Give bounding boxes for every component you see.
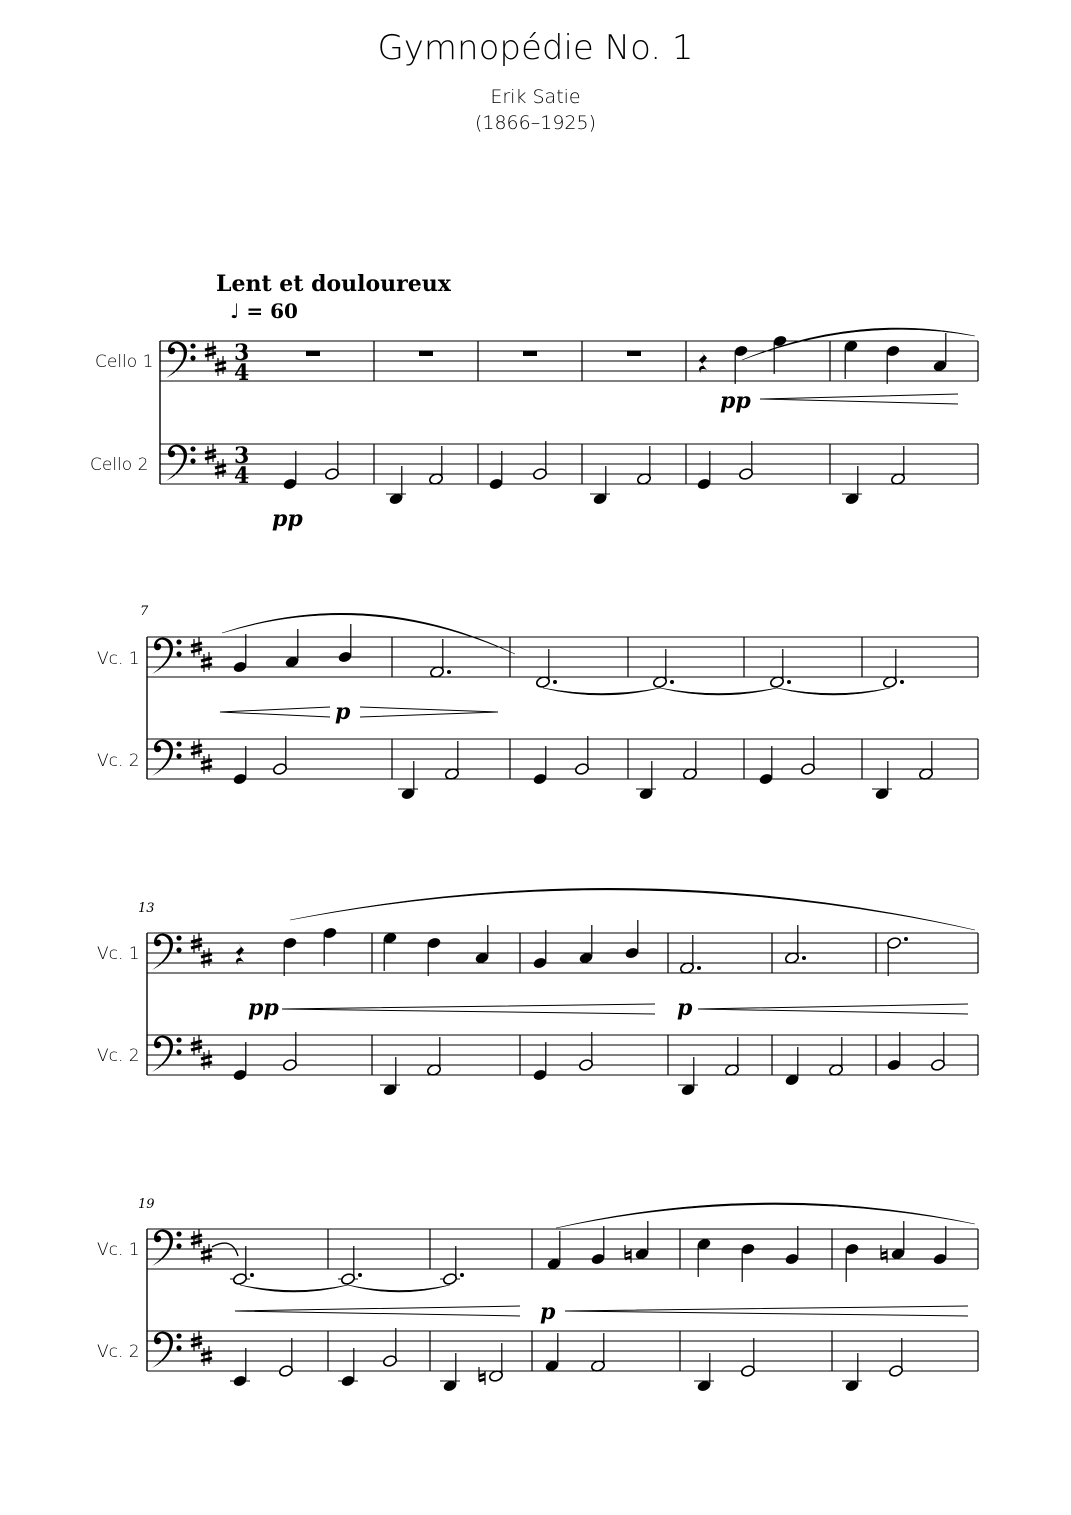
augmentation-dot — [904, 937, 908, 941]
crescendo-hairpin — [760, 394, 958, 404]
natural-sign — [479, 1367, 485, 1385]
composer-name: Erik Satie — [490, 86, 581, 108]
instrument-label-cello-2: Cello 2 — [90, 455, 149, 475]
tempo-text: Lent et douloureux — [216, 271, 451, 297]
instrument-label-vc-2: Vc. 2 — [97, 1342, 140, 1362]
tie — [543, 688, 660, 695]
augmentation-dot — [670, 680, 674, 684]
whole-rest — [419, 351, 433, 356]
measure-number: 7 — [140, 604, 149, 619]
augmentation-dot — [553, 680, 557, 684]
augmentation-dot — [460, 1273, 464, 1277]
key-sharp — [215, 459, 226, 479]
composer-dates: (1866–1925) — [474, 112, 597, 134]
bass-clef — [152, 934, 182, 970]
measure-number: 19 — [138, 1197, 155, 1212]
key-sharp — [201, 1346, 212, 1366]
dynamic-marking: pp — [248, 995, 279, 1021]
instrument-label-vc-1: Vc. 1 — [97, 1240, 140, 1260]
instrument-label-vc-2: Vc. 2 — [97, 1046, 140, 1066]
measure-number: 13 — [138, 901, 155, 916]
slur — [556, 1203, 975, 1228]
key-sharp — [201, 1050, 212, 1070]
whole-rest — [627, 351, 641, 356]
dynamic-marking: p — [335, 699, 351, 725]
bass-clef — [152, 740, 182, 776]
key-sharp — [201, 1244, 212, 1264]
quarter-rest — [699, 351, 707, 373]
augmentation-dot — [358, 1273, 362, 1277]
whole-rest — [523, 351, 537, 356]
time-signature-bottom: 4 — [234, 360, 250, 386]
augmentation-dot — [787, 680, 791, 684]
quarter-rest — [236, 943, 244, 965]
natural-sign — [625, 1245, 631, 1263]
tempo-marking: ♩ = 60 — [230, 299, 298, 323]
instrument-label-vc-2: Vc. 2 — [97, 751, 140, 771]
whole-rest — [306, 351, 320, 356]
augmentation-dot — [900, 680, 904, 684]
time-signature-top: 3 — [234, 443, 250, 469]
key-sharp — [215, 356, 226, 376]
crescendo-hairpin — [235, 1306, 520, 1316]
bass-clef — [152, 638, 182, 674]
augmentation-dot — [250, 1273, 254, 1277]
slur — [290, 888, 975, 930]
crescendo-hairpin — [282, 1004, 655, 1014]
crescendo-hairpin — [220, 707, 330, 717]
bass-clef — [166, 342, 196, 378]
decrescendo-hairpin — [360, 707, 498, 717]
augmentation-dot — [802, 956, 806, 960]
key-sharp — [201, 754, 212, 774]
instrument-label-cello-1: Cello 1 — [95, 352, 154, 372]
bass-clef — [166, 445, 196, 481]
time-signature-top: 3 — [234, 340, 250, 366]
dynamic-marking: pp — [720, 388, 751, 414]
instrument-label-vc-1: Vc. 1 — [97, 944, 140, 964]
key-sharp — [201, 652, 212, 672]
bass-clef — [152, 1036, 182, 1072]
slur — [222, 613, 515, 654]
time-signature-bottom: 4 — [234, 463, 250, 489]
bass-clef — [152, 1332, 182, 1368]
augmentation-dot — [447, 670, 451, 674]
augmentation-dot — [697, 966, 701, 970]
key-sharp — [201, 948, 212, 968]
tie — [660, 688, 777, 695]
instrument-label-vc-1: Vc. 1 — [97, 649, 140, 669]
dynamic-marking: p — [677, 995, 693, 1021]
piece-title: Gymnopédie No. 1 — [377, 28, 694, 68]
crescendo-hairpin — [565, 1306, 968, 1316]
tie-continuation — [212, 1243, 238, 1256]
natural-sign — [881, 1245, 887, 1263]
crescendo-hairpin — [698, 1004, 968, 1014]
tie — [240, 1285, 348, 1292]
dynamic-marking: pp — [272, 506, 303, 532]
bass-clef — [152, 1230, 182, 1266]
dynamic-marking: p — [540, 1299, 556, 1325]
tie — [348, 1285, 450, 1292]
tie — [777, 688, 890, 695]
